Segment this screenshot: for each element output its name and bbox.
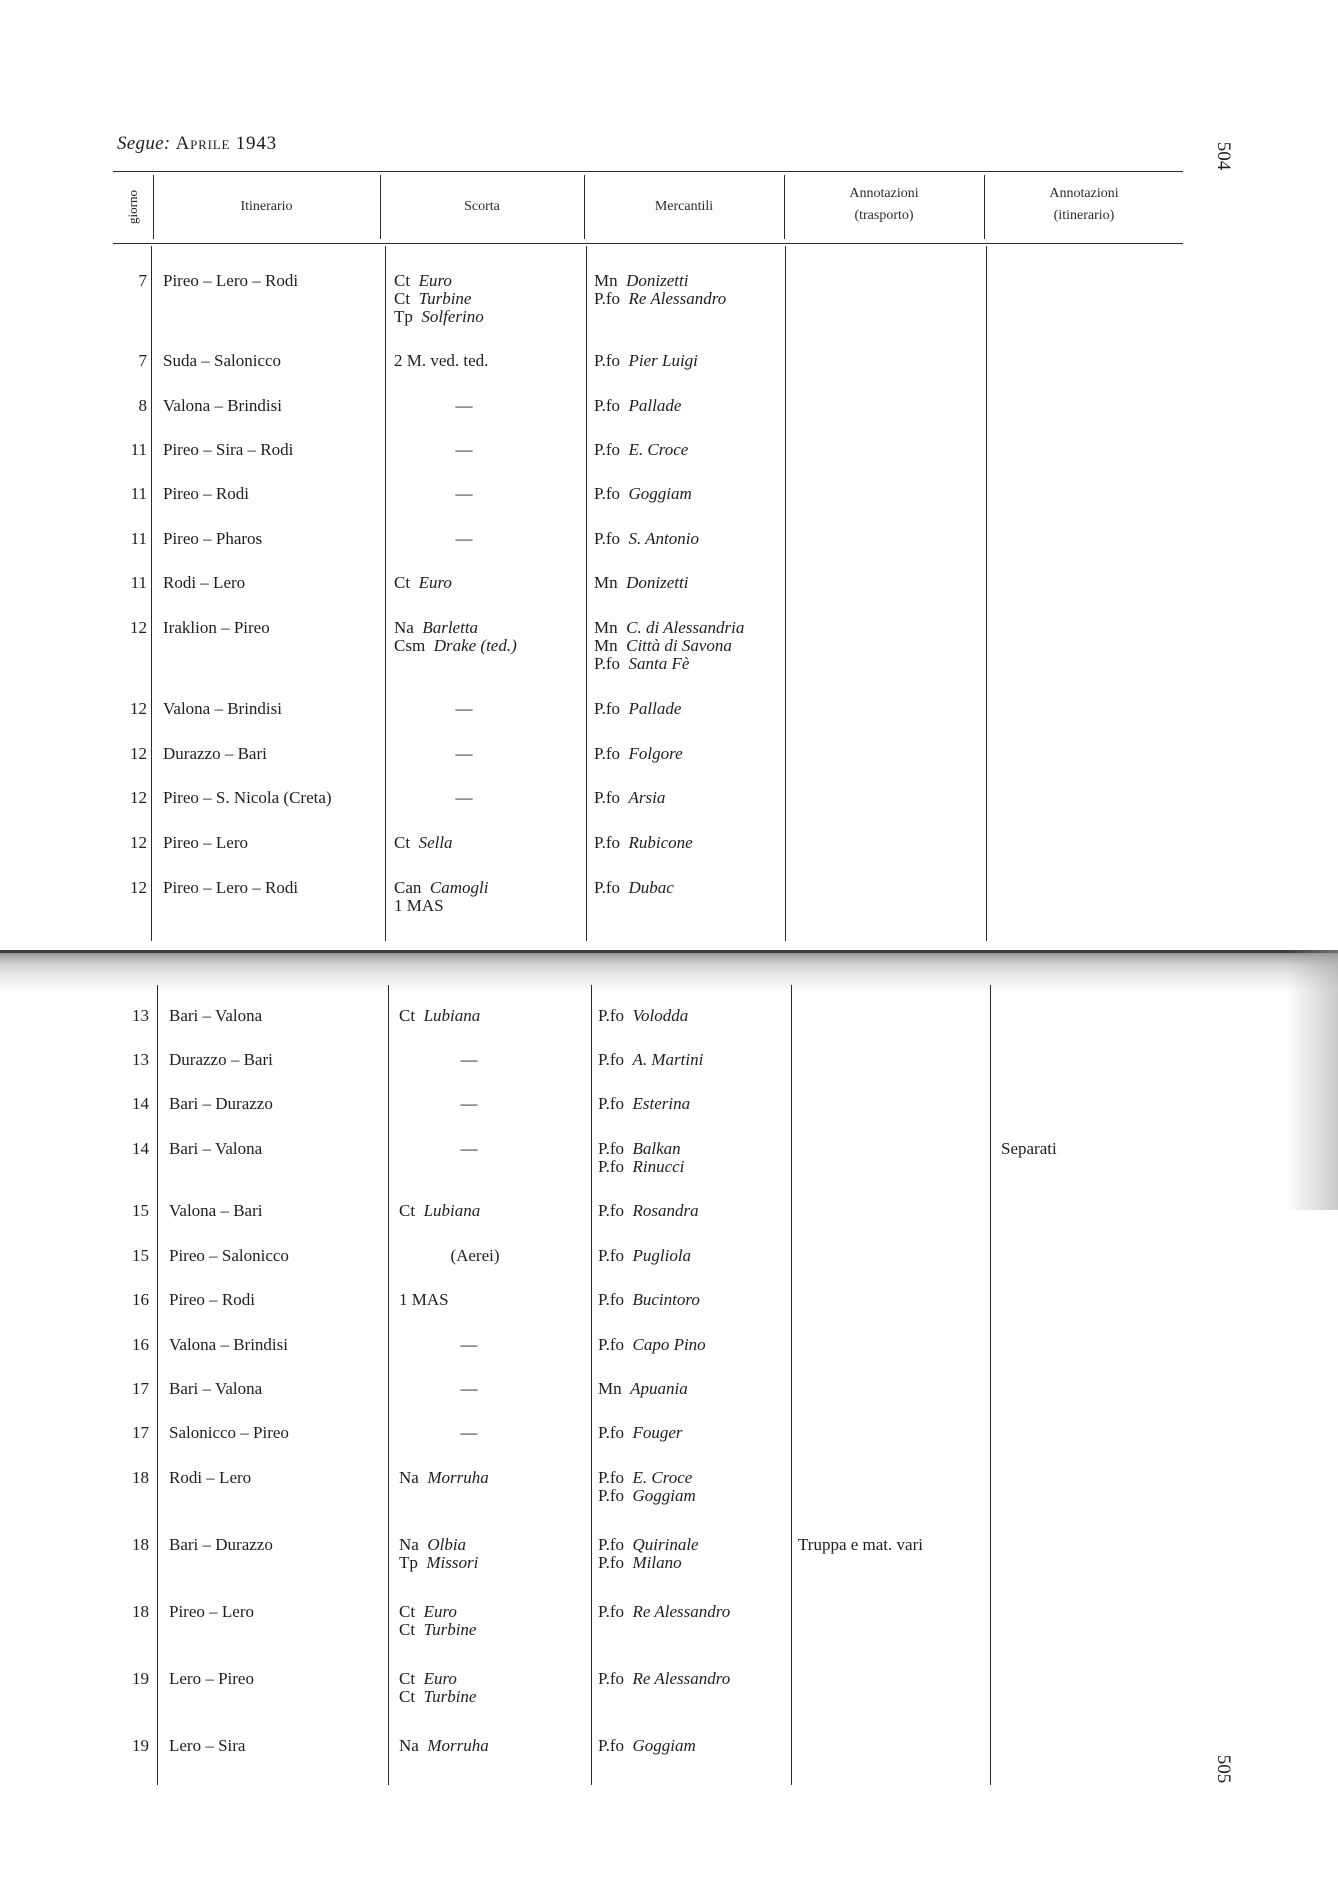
- mercantile-line-vessel: Volodda: [632, 1006, 689, 1025]
- body-top-sep-1: [151, 246, 152, 941]
- itinerario-cell: Rodi – Lero: [169, 1468, 252, 1487]
- day-cell: 15: [132, 1246, 149, 1265]
- mercantile-line-type: P.fo: [598, 1290, 624, 1309]
- mercantile-line-vessel: Pier Luigi: [628, 351, 698, 370]
- mercantile-line-type: P.fo: [594, 744, 620, 763]
- mercantile-line-type: Mn: [594, 618, 618, 637]
- annot-itinerario-line1: Annotazioni: [1049, 186, 1119, 201]
- scorta-line-vessel: Turbine: [418, 289, 472, 308]
- mercantile-line-type: P.fo: [594, 788, 620, 807]
- itinerario-cell: Pireo – Sira – Rodi: [163, 440, 294, 459]
- body-top-sep-3: [586, 246, 587, 941]
- scorta-line-type: Na: [399, 1468, 419, 1487]
- scorta-line: [399, 1469, 489, 1487]
- mercantile-line: [594, 700, 681, 718]
- mercantile-line-vessel: Città di Savona: [626, 636, 732, 655]
- mercantile-line-type: P.fo: [594, 484, 620, 503]
- itinerario-cell: Pireo – Lero – Rodi: [163, 271, 299, 290]
- itinerario-cell: Bari – Durazzo: [169, 1535, 273, 1554]
- day-cell: 14: [132, 1139, 149, 1158]
- itinerario-cell: Rodi – Lero: [163, 573, 246, 592]
- mercantile-line-type: P.fo: [594, 289, 620, 308]
- scorta-line-type: Ct: [394, 573, 411, 592]
- mercantile-line-type: P.fo: [594, 654, 620, 673]
- itinerario-cell: Pireo – Lero – Rodi: [163, 878, 299, 897]
- itinerario-cell: Lero – Sira: [169, 1736, 246, 1755]
- mercantile-line: [594, 290, 726, 308]
- day-cell: 18: [132, 1602, 149, 1621]
- day-cell: 12: [130, 833, 147, 852]
- annot-trasporto-line2: (trasporto): [854, 208, 914, 223]
- mercantile-line-vessel: Bucintoro: [632, 1290, 700, 1309]
- itinerario-cell: Pireo – Lero: [163, 833, 248, 852]
- mercantile-line: [598, 1536, 699, 1554]
- scorta-line: [399, 1007, 480, 1025]
- mercantile-line-vessel: Rubicone: [628, 833, 693, 852]
- mercantile-line-vessel: Balkan: [632, 1139, 681, 1158]
- itinerario-cell: Pireo – Lero: [169, 1602, 254, 1621]
- col-header-mercantili: Mercantili: [654, 199, 714, 214]
- scorta-cell: —: [460, 1139, 478, 1158]
- scorta-line-vessel: Euro: [418, 573, 452, 592]
- mercantile-line-vessel: Goggiam: [628, 484, 692, 503]
- mercantile-line: [598, 1247, 691, 1265]
- scorta-cell: —: [455, 788, 473, 807]
- scorta-line-type: Can: [394, 878, 422, 897]
- mercantile-line: [598, 1140, 681, 1158]
- mercantile-line-vessel: Fouger: [632, 1423, 683, 1442]
- day-cell: 11: [130, 573, 147, 592]
- mercantile-line: [598, 1202, 699, 1220]
- mercantile-line: [594, 879, 674, 897]
- day-cell: 8: [138, 396, 147, 415]
- mercantile-line-vessel: Milano: [632, 1553, 682, 1572]
- scorta-line-vessel: Missori: [426, 1553, 479, 1572]
- annot-itinerario-cell: Separati: [1001, 1139, 1057, 1158]
- day-cell: 12: [130, 878, 147, 897]
- mercantile-line: [598, 1424, 683, 1442]
- mercantile-line: [594, 637, 732, 655]
- mercantile-line: [598, 1291, 700, 1309]
- body-top-sep-2: [385, 246, 386, 941]
- scorta-cell: 2 M. ved. ted.: [394, 351, 489, 370]
- mercantile-line: [594, 789, 665, 807]
- mercantile-line-type: P.fo: [598, 1486, 624, 1505]
- mercantile-line-vessel: C. di Alessandria: [626, 618, 745, 637]
- body-top-sep-5: [986, 246, 987, 941]
- scorta-line-vessel: Euro: [423, 1602, 457, 1621]
- mercantile-line: [598, 1336, 706, 1354]
- annot-trasporto-cell: Truppa e mat. vari: [798, 1535, 923, 1554]
- scan-edge-shadow: [1286, 950, 1338, 1210]
- itinerario-cell: Valona – Brindisi: [163, 396, 282, 415]
- itinerario-cell: Pireo – Pharos: [163, 529, 263, 548]
- itinerario-cell: Bari – Valona: [169, 1006, 263, 1025]
- scorta-cell: —: [460, 1050, 478, 1069]
- itinerario-cell: Bari – Valona: [169, 1379, 263, 1398]
- scorta-line-type: Csm: [394, 636, 426, 655]
- mercantile-line-vessel: Capo Pino: [632, 1335, 706, 1354]
- mercantile-line: [598, 1158, 684, 1176]
- scorta-line: [394, 272, 452, 290]
- itinerario-cell: Pireo – Rodi: [163, 484, 249, 503]
- day-cell: 11: [130, 440, 147, 459]
- scorta-line-vessel: Solferino: [421, 307, 484, 326]
- mercantile-line: [594, 619, 744, 637]
- mercantile-line-vessel: Folgore: [628, 744, 683, 763]
- scorta-cell: —: [460, 1379, 478, 1398]
- scorta-line-type: Ct: [394, 289, 411, 308]
- mercantile-line: [594, 655, 689, 673]
- scorta-line-type: Na: [399, 1736, 419, 1755]
- day-cell: 11: [130, 529, 147, 548]
- mercantile-line: [594, 352, 698, 370]
- scorta-cell: —: [455, 699, 473, 718]
- mercantile-line-type: P.fo: [598, 1201, 624, 1220]
- segue-label: Segue:: [117, 133, 171, 154]
- scorta-line-type: 1 MAS: [399, 1290, 449, 1309]
- mercantile-line-type: P.fo: [598, 1535, 624, 1554]
- itinerario-cell: Valona – Bari: [169, 1201, 263, 1220]
- itinerario-cell: Valona – Brindisi: [163, 699, 282, 718]
- scorta-line-type: Ct: [399, 1602, 416, 1621]
- scorta-line-vessel: Lubiana: [423, 1006, 481, 1025]
- day-cell: 16: [132, 1335, 149, 1354]
- mercantile-line: [594, 397, 681, 415]
- scan-fold-shadow: [0, 950, 1338, 992]
- mercantile-line-vessel: Apuania: [630, 1379, 688, 1398]
- scorta-line-vessel: Drake (ted.): [433, 636, 517, 655]
- scorta-line-vessel: Euro: [418, 271, 452, 290]
- day-cell: 12: [130, 744, 147, 763]
- body-bottom-sep-4: [791, 985, 792, 1785]
- mercantile-line-vessel: Santa Fè: [628, 654, 690, 673]
- mercantile-line-type: P.fo: [594, 529, 620, 548]
- scorta-line: [394, 897, 444, 915]
- mercantile-line: [594, 574, 688, 592]
- mercantile-line-vessel: E. Croce: [628, 440, 689, 459]
- mercantile-line-vessel: Re Alessandro: [632, 1669, 731, 1688]
- scorta-line: [399, 1536, 466, 1554]
- day-cell: 17: [132, 1379, 149, 1398]
- mercantile-line-vessel: Re Alessandro: [632, 1602, 731, 1621]
- scorta-line: [399, 1737, 489, 1755]
- day-cell: 13: [132, 1006, 149, 1025]
- mercantile-line-type: P.fo: [598, 1050, 624, 1069]
- mercantile-line-type: P.fo: [594, 351, 620, 370]
- day-cell: 19: [132, 1736, 149, 1755]
- scorta-line-type: Ct: [399, 1201, 416, 1220]
- mercantile-line-type: P.fo: [598, 1553, 624, 1572]
- mercantile-line-type: P.fo: [598, 1423, 624, 1442]
- scorta-line-vessel: Lubiana: [423, 1201, 481, 1220]
- scorta-cell: —: [460, 1335, 478, 1354]
- scorta-cell: —: [455, 484, 473, 503]
- scorta-line-type: Ct: [399, 1687, 416, 1706]
- day-cell: 12: [130, 699, 147, 718]
- mercantile-line: [598, 1603, 730, 1621]
- mercantile-line: [594, 272, 688, 290]
- mercantile-line: [594, 834, 693, 852]
- day-cell: 12: [130, 618, 147, 637]
- mercantile-line-type: P.fo: [598, 1094, 624, 1113]
- scorta-line-vessel: Euro: [423, 1669, 457, 1688]
- scorta-line-type: Ct: [399, 1006, 416, 1025]
- scorta-line-vessel: Camogli: [429, 878, 489, 897]
- itinerario-cell: Iraklion – Pireo: [163, 618, 270, 637]
- col-header-scorta: Scorta: [464, 199, 500, 214]
- day-cell: 16: [132, 1290, 149, 1309]
- mercantile-line: [598, 1051, 703, 1069]
- scorta-line: [399, 1554, 478, 1572]
- col-header-annot-trasporto: [784, 183, 984, 227]
- scorta-line-type: Ct: [394, 833, 411, 852]
- mercantile-line: [594, 530, 699, 548]
- scorta-cell: —: [460, 1094, 478, 1113]
- body-bottom-sep-1: [157, 985, 158, 1785]
- mercantile-line-vessel: A. Martini: [632, 1050, 704, 1069]
- mercantile-line-vessel: S. Antonio: [628, 529, 700, 548]
- scorta-cell: —: [460, 1423, 478, 1442]
- scorta-line: [394, 290, 471, 308]
- body-top-sep-4: [785, 246, 786, 941]
- scorta-line: [394, 574, 452, 592]
- scorta-cell: —: [455, 396, 473, 415]
- col-header-itinerario: Itinerario: [240, 199, 293, 214]
- scorta-line-type: Ct: [394, 271, 411, 290]
- mercantile-line: [594, 441, 688, 459]
- itinerario-cell: Pireo – Salonicco: [169, 1246, 289, 1265]
- body-bottom-sep-3: [591, 985, 592, 1785]
- day-cell: 18: [132, 1535, 149, 1554]
- scorta-cell: —: [455, 440, 473, 459]
- scorta-line-vessel: Morruha: [427, 1468, 489, 1487]
- mercantile-line-vessel: Goggiam: [632, 1736, 696, 1755]
- mercantile-line-type: P.fo: [598, 1006, 624, 1025]
- itinerario-cell: Durazzo – Bari: [169, 1050, 273, 1069]
- mercantile-line-type: P.fo: [598, 1468, 624, 1487]
- day-cell: 7: [138, 351, 147, 370]
- mercantile-line-vessel: Donizetti: [626, 271, 689, 290]
- mercantile-line: [598, 1095, 690, 1113]
- day-cell: 17: [132, 1423, 149, 1442]
- mercantile-line: [598, 1487, 696, 1505]
- mercantile-line-vessel: Pallade: [628, 396, 682, 415]
- itinerario-cell: Pireo – Rodi: [169, 1290, 255, 1309]
- mercantile-line: [598, 1670, 730, 1688]
- mercantile-line-vessel: Esterina: [632, 1094, 691, 1113]
- mercantile-line-type: Mn: [598, 1379, 622, 1398]
- mercantile-line-type: P.fo: [598, 1246, 624, 1265]
- mercantile-line-type: Mn: [594, 573, 618, 592]
- page-number-top: 504: [1213, 141, 1234, 171]
- scorta-line: [399, 1603, 457, 1621]
- itinerario-cell: Lero – Pireo: [169, 1669, 254, 1688]
- day-cell: 11: [130, 484, 147, 503]
- mercantile-line-vessel: Goggiam: [632, 1486, 696, 1505]
- header-bottom-rule: [113, 243, 1183, 244]
- scorta-line-vessel: Sella: [418, 833, 453, 852]
- mercantile-line-vessel: Re Alessandro: [628, 289, 727, 308]
- scorta-line-vessel: Turbine: [423, 1620, 477, 1639]
- mercantile-line-vessel: Dubac: [628, 878, 674, 897]
- scorta-cell: —: [455, 529, 473, 548]
- scorta-line-type: Na: [399, 1535, 419, 1554]
- day-cell: 15: [132, 1201, 149, 1220]
- scorta-line: [394, 834, 453, 852]
- scorta-line: [399, 1621, 476, 1639]
- mercantile-line-vessel: E. Croce: [632, 1468, 693, 1487]
- mercantile-line-vessel: Arsia: [628, 788, 666, 807]
- mercantile-line-type: P.fo: [598, 1139, 624, 1158]
- itinerario-cell: Bari – Durazzo: [169, 1094, 273, 1113]
- day-cell: 14: [132, 1094, 149, 1113]
- scorta-line-type: Ct: [399, 1669, 416, 1688]
- mercantile-line-vessel: Rosandra: [632, 1201, 699, 1220]
- mercantile-line-vessel: Donizetti: [626, 573, 689, 592]
- mercantile-line-vessel: Rinucci: [632, 1157, 685, 1176]
- scorta-line-type: Tp: [399, 1553, 418, 1572]
- day-cell: 12: [130, 788, 147, 807]
- scorta-cell: —: [455, 744, 473, 763]
- mercantile-line: [598, 1380, 688, 1398]
- body-bottom-sep-5: [990, 985, 991, 1785]
- itinerario-cell: Durazzo – Bari: [163, 744, 267, 763]
- scorta-line-vessel: Barletta: [422, 618, 479, 637]
- itinerario-cell: Bari – Valona: [169, 1139, 263, 1158]
- mercantile-line: [594, 745, 683, 763]
- scorta-line-type: Ct: [399, 1620, 416, 1639]
- scorta-line-type: 1 MAS: [394, 896, 444, 915]
- mercantile-line-vessel: Pugliola: [632, 1246, 692, 1265]
- scan-fold-edge: [0, 950, 1338, 953]
- mercantile-line: [598, 1469, 692, 1487]
- month-label: Aprile 1943: [175, 133, 277, 154]
- col-header-annot-itinerario: [984, 183, 1184, 227]
- mercantile-line-type: P.fo: [598, 1602, 624, 1621]
- mercantile-line-type: P.fo: [594, 440, 620, 459]
- annot-trasporto-line1: Annotazioni: [849, 186, 919, 201]
- itinerario-cell: Salonicco – Pireo: [169, 1423, 289, 1442]
- mercantile-line-type: P.fo: [598, 1157, 624, 1176]
- scorta-cell: (Aerei): [450, 1246, 500, 1265]
- day-cell: 19: [132, 1669, 149, 1688]
- mercantile-line-type: P.fo: [598, 1669, 624, 1688]
- mercantile-line-type: Mn: [594, 636, 618, 655]
- mercantile-line-type: Mn: [594, 271, 618, 290]
- scorta-line: [394, 619, 478, 637]
- mercantile-line-type: P.fo: [598, 1736, 624, 1755]
- scorta-line: [394, 879, 488, 897]
- itinerario-cell: Pireo – S. Nicola (Creta): [163, 788, 332, 807]
- scorta-line-type: Tp: [394, 307, 413, 326]
- mercantile-line-type: P.fo: [594, 878, 620, 897]
- mercantile-line-vessel: Quirinale: [632, 1535, 699, 1554]
- mercantile-line-type: P.fo: [594, 699, 620, 718]
- scorta-line: [399, 1202, 480, 1220]
- header-top-rule: [113, 171, 1183, 172]
- scorta-line: [399, 1688, 476, 1706]
- mercantile-line-type: P.fo: [598, 1335, 624, 1354]
- mercantile-line-type: P.fo: [594, 396, 620, 415]
- scorta-line: [394, 637, 517, 655]
- mercantile-line: [598, 1737, 696, 1755]
- mercantile-line: [598, 1554, 682, 1572]
- mercantile-line: [598, 1007, 688, 1025]
- day-cell: 18: [132, 1468, 149, 1487]
- scorta-line: [394, 308, 484, 326]
- scorta-line: [399, 1291, 449, 1309]
- annot-itinerario-line2: (itinerario): [1053, 208, 1115, 223]
- itinerario-cell: Suda – Salonicco: [163, 351, 282, 370]
- col-header-giorno: giorno: [125, 190, 140, 224]
- scorta-line-vessel: Olbia: [427, 1535, 467, 1554]
- scorta-line: [399, 1670, 457, 1688]
- day-cell: 13: [132, 1050, 149, 1069]
- day-cell: 7: [138, 271, 147, 290]
- scorta-line-vessel: Morruha: [427, 1736, 489, 1755]
- scorta-line-vessel: Turbine: [423, 1687, 477, 1706]
- body-bottom-sep-2: [388, 985, 389, 1785]
- mercantile-line-vessel: Pallade: [628, 699, 682, 718]
- mercantile-line-type: P.fo: [594, 833, 620, 852]
- page-title: [117, 133, 277, 155]
- itinerario-cell: Valona – Brindisi: [169, 1335, 288, 1354]
- mercantile-line: [594, 485, 692, 503]
- scorta-line-type: Na: [394, 618, 414, 637]
- page-number-bottom: 505: [1213, 1754, 1234, 1784]
